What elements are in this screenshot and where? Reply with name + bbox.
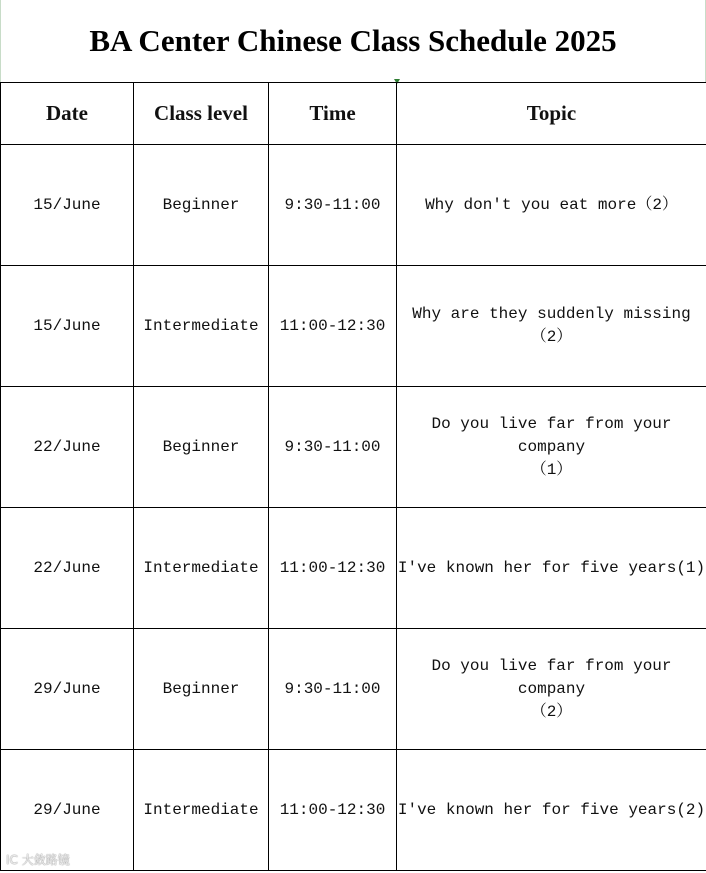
time-cell: 9:30-11:00 — [269, 387, 397, 508]
date-cell: 22/June — [1, 508, 134, 629]
date-cell: 29/June — [1, 750, 134, 871]
topic-line: （2） — [530, 328, 573, 346]
date-cell: 29/June — [1, 629, 134, 750]
time-cell: 11:00-12:30 — [269, 750, 397, 871]
column-header-class-level: Class level — [134, 83, 269, 145]
topic-line: （2） — [530, 702, 573, 721]
topic-line: I've known her for five years(1) — [397, 558, 706, 577]
topic-line: I've known her for five years(2) — [397, 800, 706, 819]
topic-cell — [397, 750, 706, 871]
schedule-title: BA Center Chinese Class Schedule 2025 — [0, 0, 706, 82]
topic-cell — [397, 266, 706, 387]
topic-cell — [397, 629, 706, 750]
time-cell: 11:00-12:30 — [269, 266, 397, 387]
column-header-date: Date — [1, 83, 134, 145]
date-cell: 22/June — [1, 387, 134, 508]
class-level-cell: Beginner — [134, 387, 269, 508]
time-cell: 9:30-11:00 — [269, 145, 397, 266]
topic-line: Why are they suddenly missing — [412, 305, 691, 323]
topic-cell — [397, 508, 706, 629]
table-row — [1, 387, 706, 508]
table-row — [1, 266, 706, 387]
table-row — [1, 145, 706, 266]
topic-line: （1） — [530, 460, 573, 479]
class-level-cell: Intermediate — [134, 750, 269, 871]
column-header-time: Time — [269, 83, 397, 145]
schedule-table — [0, 82, 706, 871]
topic-line: Do you live far from your company — [431, 414, 672, 456]
date-cell: 15/June — [1, 266, 134, 387]
class-level-cell: Beginner — [134, 145, 269, 266]
class-level-cell: Beginner — [134, 629, 269, 750]
topic-cell — [397, 387, 706, 508]
class-level-cell: Intermediate — [134, 266, 269, 387]
time-cell: 9:30-11:00 — [269, 629, 397, 750]
time-cell: 11:00-12:30 — [269, 508, 397, 629]
column-header-topic: Topic — [397, 83, 706, 145]
watermark: IC 大敛路镜 — [6, 853, 70, 867]
date-cell: 15/June — [1, 145, 134, 266]
table-row — [1, 508, 706, 629]
topic-line: Why don't you eat more（2） — [425, 195, 678, 214]
topic-cell — [397, 145, 706, 266]
table-row — [1, 750, 706, 871]
class-level-cell: Intermediate — [134, 508, 269, 629]
topic-line: Do you live far from your company — [431, 656, 672, 698]
header-row — [1, 83, 706, 145]
table-row — [1, 629, 706, 750]
